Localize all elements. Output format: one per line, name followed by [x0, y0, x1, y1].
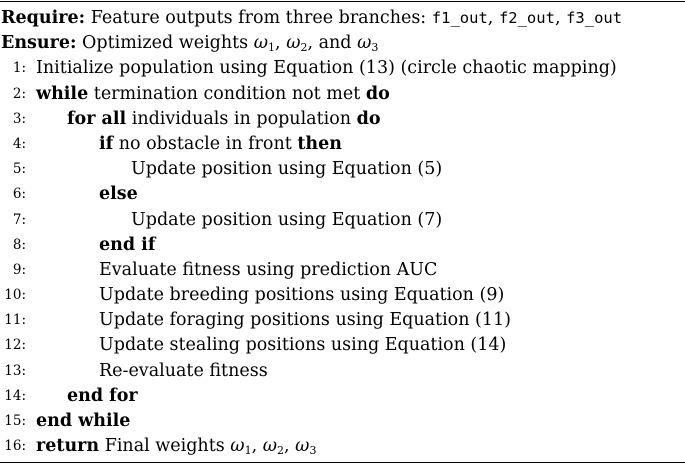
end-for-keyword: end for — [67, 385, 138, 406]
return-sep-2: , — [284, 436, 290, 457]
line-number: 8: — [12, 236, 26, 253]
require-code-f3: f3_out — [566, 9, 623, 27]
algorithm-line-8 — [0, 233, 685, 258]
for-all-keyword: for all — [67, 108, 127, 129]
line-text: Update position using Equation (5) — [131, 159, 443, 180]
line-number: 9: — [12, 261, 26, 278]
line-number: 6: — [12, 186, 26, 203]
require-keyword: Require: — [1, 8, 86, 28]
line-text: Evaluate fitness using prediction AUC — [99, 259, 438, 280]
line-number: 10: — [4, 287, 26, 304]
line-number: 1: — [12, 60, 26, 77]
require-sep-2: , — [554, 8, 561, 28]
else-keyword: else — [99, 184, 138, 205]
require-text: Feature outputs from three branches: — [90, 8, 427, 28]
line-number: 14: — [4, 387, 26, 404]
end-while-keyword: end while — [36, 411, 131, 431]
line-body — [36, 82, 390, 107]
algorithm-line-16 — [0, 434, 685, 459]
ensure-keyword: Ensure: — [1, 33, 77, 54]
algorithm-line-6 — [0, 182, 685, 207]
algorithm-line-4 — [0, 132, 685, 157]
ensure-sep-2: , and — [307, 33, 352, 54]
line-text: individuals in population — [131, 108, 352, 129]
algorithm-line-10 — [0, 283, 685, 308]
algorithm-line-5 — [0, 157, 685, 182]
line-body — [36, 434, 316, 459]
algorithm-line-11 — [0, 308, 685, 333]
line-text: Update breeding positions using Equation (9) — [99, 285, 505, 306]
line-number: 15: — [4, 413, 26, 429]
line-number: 12: — [4, 337, 26, 354]
line-number: 4: — [12, 135, 26, 152]
algorithm-line-3 — [0, 107, 685, 132]
do-keyword: do — [356, 108, 381, 129]
algorithm-line-1 — [0, 56, 685, 81]
do-keyword: do — [365, 83, 390, 104]
return-omega-2: $\omega_2$ — [262, 436, 285, 458]
ensure-omega-3: $\omega_3$ — [357, 33, 379, 55]
if-keyword: if — [99, 133, 114, 154]
algorithm-lines — [0, 6, 685, 459]
require-line — [0, 6, 685, 31]
bottom-rule — [0, 462, 685, 463]
top-rule — [0, 1, 685, 2]
line-number: 11: — [4, 312, 26, 329]
algorithm-line-12 — [0, 333, 685, 358]
line-text: Initialize population using Equation (13) (circle chaotic mapping) — [36, 58, 617, 79]
line-number: 5: — [12, 161, 26, 178]
while-keyword: while — [36, 83, 89, 104]
line-text: Update foraging positions using Equation (11) — [99, 310, 511, 331]
line-text: Final weights — [104, 436, 225, 457]
end-if-keyword: end if — [99, 234, 156, 255]
algorithm-line-14 — [0, 384, 685, 409]
then-keyword: then — [297, 133, 342, 154]
ensure-omega-2: $\omega_2$ — [286, 33, 308, 55]
require-sep-1: , — [487, 8, 494, 28]
return-keyword: return — [36, 436, 100, 457]
require-code-f1: f1_out — [431, 9, 488, 27]
line-text: Update position using Equation (7) — [131, 209, 443, 230]
line-number: 2: — [12, 85, 26, 102]
line-text: Re-evaluate fitness — [99, 360, 268, 381]
line-body — [67, 107, 381, 132]
line-number: 13: — [4, 362, 26, 379]
algorithm-line-13 — [0, 359, 685, 384]
return-sep-1: , — [251, 436, 258, 457]
line-body — [99, 132, 342, 157]
ensure-omega-1: $\omega_1$ — [253, 33, 276, 55]
line-text: Update stealing positions using Equation (14) — [99, 335, 507, 356]
ensure-line — [0, 31, 685, 56]
algorithm-line-7 — [0, 208, 685, 233]
return-omega-3: $\omega_3$ — [295, 436, 317, 458]
line-number: 3: — [12, 110, 26, 127]
line-number: 16: — [4, 438, 26, 455]
require-body — [1, 6, 622, 31]
require-code-f2: f2_out — [498, 9, 555, 27]
return-omega-1: $\omega_1$ — [230, 436, 252, 458]
line-number: 7: — [12, 211, 26, 228]
algorithm-line-9 — [0, 258, 685, 283]
algorithm-line-2 — [0, 82, 685, 107]
algorithm-line-15 — [0, 409, 685, 434]
ensure-body — [1, 31, 378, 56]
line-text: termination condition not met — [93, 83, 361, 104]
line-text: no obstacle in front — [118, 133, 292, 154]
ensure-text: Optimized weights — [82, 33, 249, 54]
ensure-sep-1: , — [275, 33, 281, 54]
